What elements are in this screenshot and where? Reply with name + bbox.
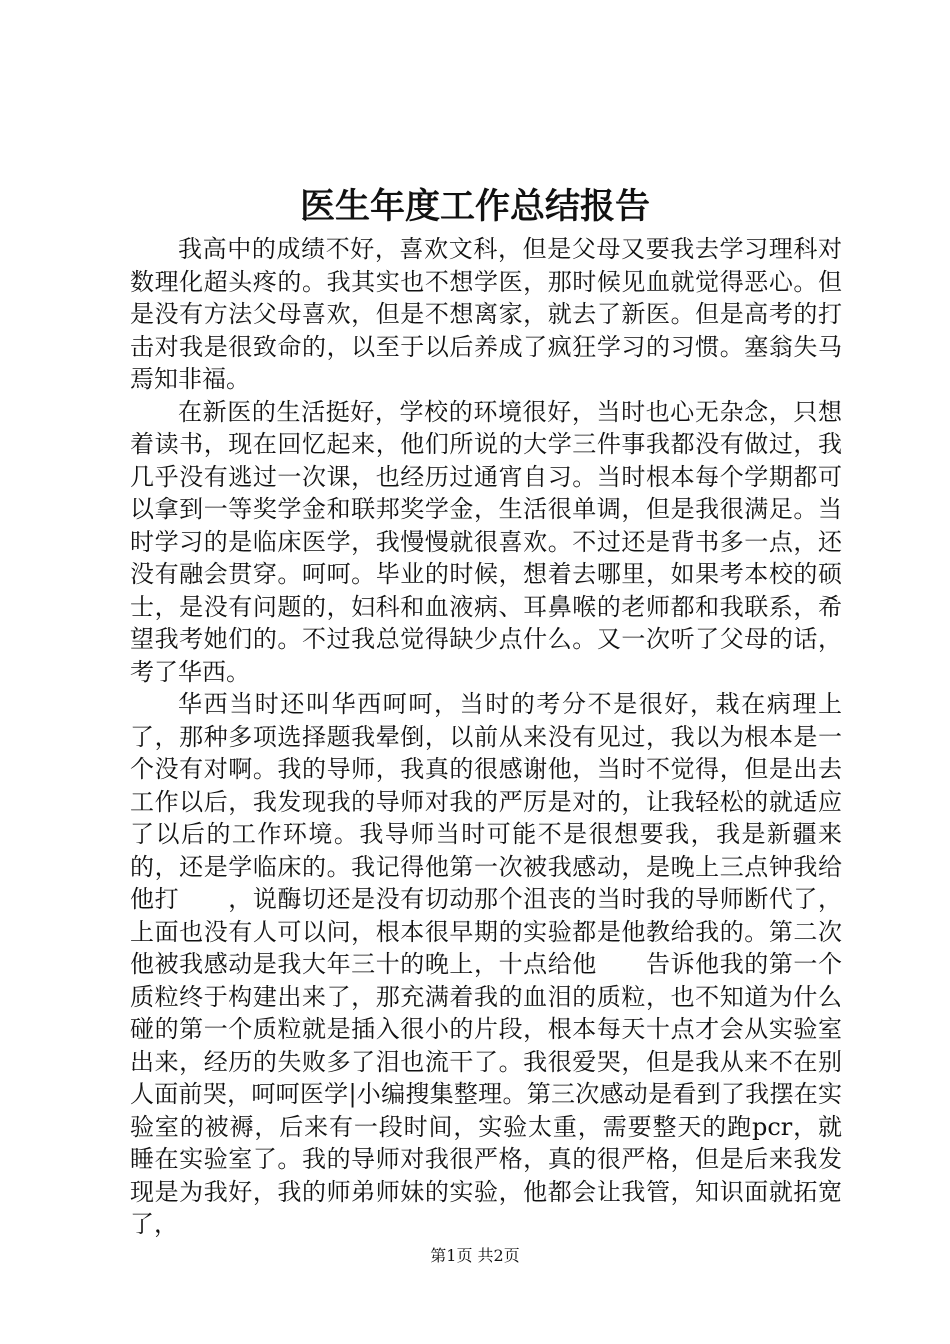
paragraph-2: 在新医的生活挺好，学校的环境很好，当时也心无杂念，只想着读书，现在回忆起来，他们所说的大学三件事我都没有做过，我几乎没有逃过一次课，也经历过通宵自习。当时根本每个学期都可以拿到一等奖学金和联邦奖学金，生活很单调，但是我很满足。当时学习的是临床医学，我慢慢就很喜欢。不过还是背书多一点，还没有融会贯穿。呵呵。毕业的时候，想着去哪里，如果考本校的硕士，是没有问题的，妇科和血液病、耳鼻喉的老师都和我联系，希望我考她们的。不过我总觉得缺少点什么。又一次听了父母的话，考了华西。: [130, 397, 842, 686]
page-footer: [0, 1245, 950, 1267]
page-number: 第1页 共2页: [430, 1246, 520, 1265]
document-body: [130, 233, 842, 1241]
document-title: 医生年度工作总结报告: [299, 186, 650, 227]
paragraph-3: 华西当时还叫华西呵呵，当时的考分不是很好，栽在病理上了，那种多项选择题我晕倒，以前从来没有见过，我以为根本是一个没有对啊。我的导师，我真的很感谢他，当时不觉得，但是出去工作以后，我发现我的导师对我的严厉是对的，让我轻松的就适应了以后的工作环境。我导师当时可能不是很想要我，我是新疆来的，还是学临床的。我记得他第一次被我感动，是晚上三点钟我给他打 ，说酶切还是没有切动那个沮丧的当时我的导师断代了，上面也没有人可以问，根本很早期的实验都是他教给我的。第二次他被我感动是我大年三十的晚上，十点给他 告诉他我的第一个质粒终于构建出来了，那充满着我的血泪的质粒，也不知道为什么碰的第一个质粒就是插入很小的片段，根本每天十点才会从实验室出来，经历的失败多了泪也流干了。我很爱哭，但是我从来不在别人面前哭，呵呵医学|小编搜集整理。第三次感动是看到了我摆在实验室的被褥，后来有一段时间，实验太重，需要整天的跑pcr，就睡在实验室了。我的导师对我很严格，真的很严格，但是后来我发现是为我好，我的师弟师妹的实验，他都会让我管，知识面就拓宽了，: [130, 690, 842, 1238]
paragraph-1: 我高中的成绩不好，喜欢文科，但是父母又要我去学习理科对数理化超头疼的。我其实也不想学医，那时候见血就觉得恶心。但是没有方法父母喜欢，但是不想离家，就去了新医。但是高考的打击对我是很致命的，以至于以后养成了疯狂学习的习惯。塞翁失马焉知非福。: [130, 235, 842, 393]
